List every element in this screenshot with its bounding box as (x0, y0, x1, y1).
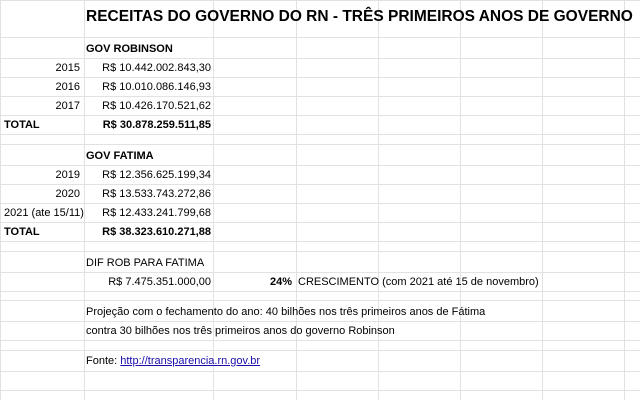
diff-percent[interactable]: 24% (269, 276, 292, 288)
robinson-year-2015[interactable]: 2015 (55, 62, 80, 74)
diff-value[interactable]: R$ 7.475.351.000,00 (108, 276, 211, 288)
robinson-value-2017[interactable]: R$ 10.426.170.521,62 (102, 100, 211, 112)
projection-line-1[interactable]: Projeção com o fechamento do ano: 40 bilhões nos três primeiros anos de Fátima (86, 306, 486, 318)
robinson-value-2016[interactable]: R$ 10.010.086.146,93 (102, 81, 211, 93)
fatima-year-2020[interactable]: 2020 (55, 188, 80, 200)
source-cell[interactable] (86, 352, 386, 371)
fatima-total-value[interactable]: R$ 38.323.610.271,88 (102, 226, 211, 238)
robinson-year-2017[interactable]: 2017 (55, 100, 80, 112)
row-gridline (0, 371, 640, 372)
row-gridline (0, 300, 640, 301)
robinson-total-label[interactable]: TOTAL (4, 119, 40, 131)
row-gridline (0, 37, 640, 38)
row-gridline (0, 144, 640, 145)
fatima-total-label[interactable]: TOTAL (4, 226, 40, 238)
row-gridline (0, 0, 640, 1)
sheet-title[interactable]: RECEITAS DO GOVERNO DO RN - TRÊS PRIMEIROS ANOS DE GOVERNO (86, 8, 633, 25)
projection-line-2[interactable]: contra 30 bilhões nos três primeiros anos do governo Robinson (86, 325, 395, 337)
robinson-value-2015[interactable]: R$ 10.442.002.843,30 (102, 62, 211, 74)
diff-note[interactable]: CRESCIMENTO (com 2021 até 15 de novembro) (298, 276, 539, 288)
robinson-total-value[interactable]: R$ 30.878.259.511,85 (102, 119, 211, 131)
fatima-year-2019[interactable]: 2019 (55, 169, 80, 181)
source-link[interactable]: http://transparencia.rn.gov.br (120, 355, 261, 367)
fatima-value-2020[interactable]: R$ 13.533.743.272,86 (102, 188, 211, 200)
robinson-header[interactable]: GOV ROBINSON (86, 43, 173, 55)
fatima-header[interactable]: GOV FATIMA (86, 150, 154, 162)
row-gridline (0, 390, 640, 391)
fatima-value-2019[interactable]: R$ 12.356.625.199,34 (102, 169, 211, 181)
fatima-value-2021[interactable]: R$ 12.433.241.799,68 (102, 207, 211, 219)
fatima-year-2021[interactable]: 2021 (ate 15/11) (4, 207, 84, 219)
robinson-year-2016[interactable]: 2016 (55, 81, 80, 93)
source-label: Fonte: (86, 355, 118, 367)
row-gridline (0, 350, 640, 351)
row-gridline (0, 251, 640, 252)
diff-label[interactable]: DIF ROB PARA FATIMA (86, 257, 205, 269)
